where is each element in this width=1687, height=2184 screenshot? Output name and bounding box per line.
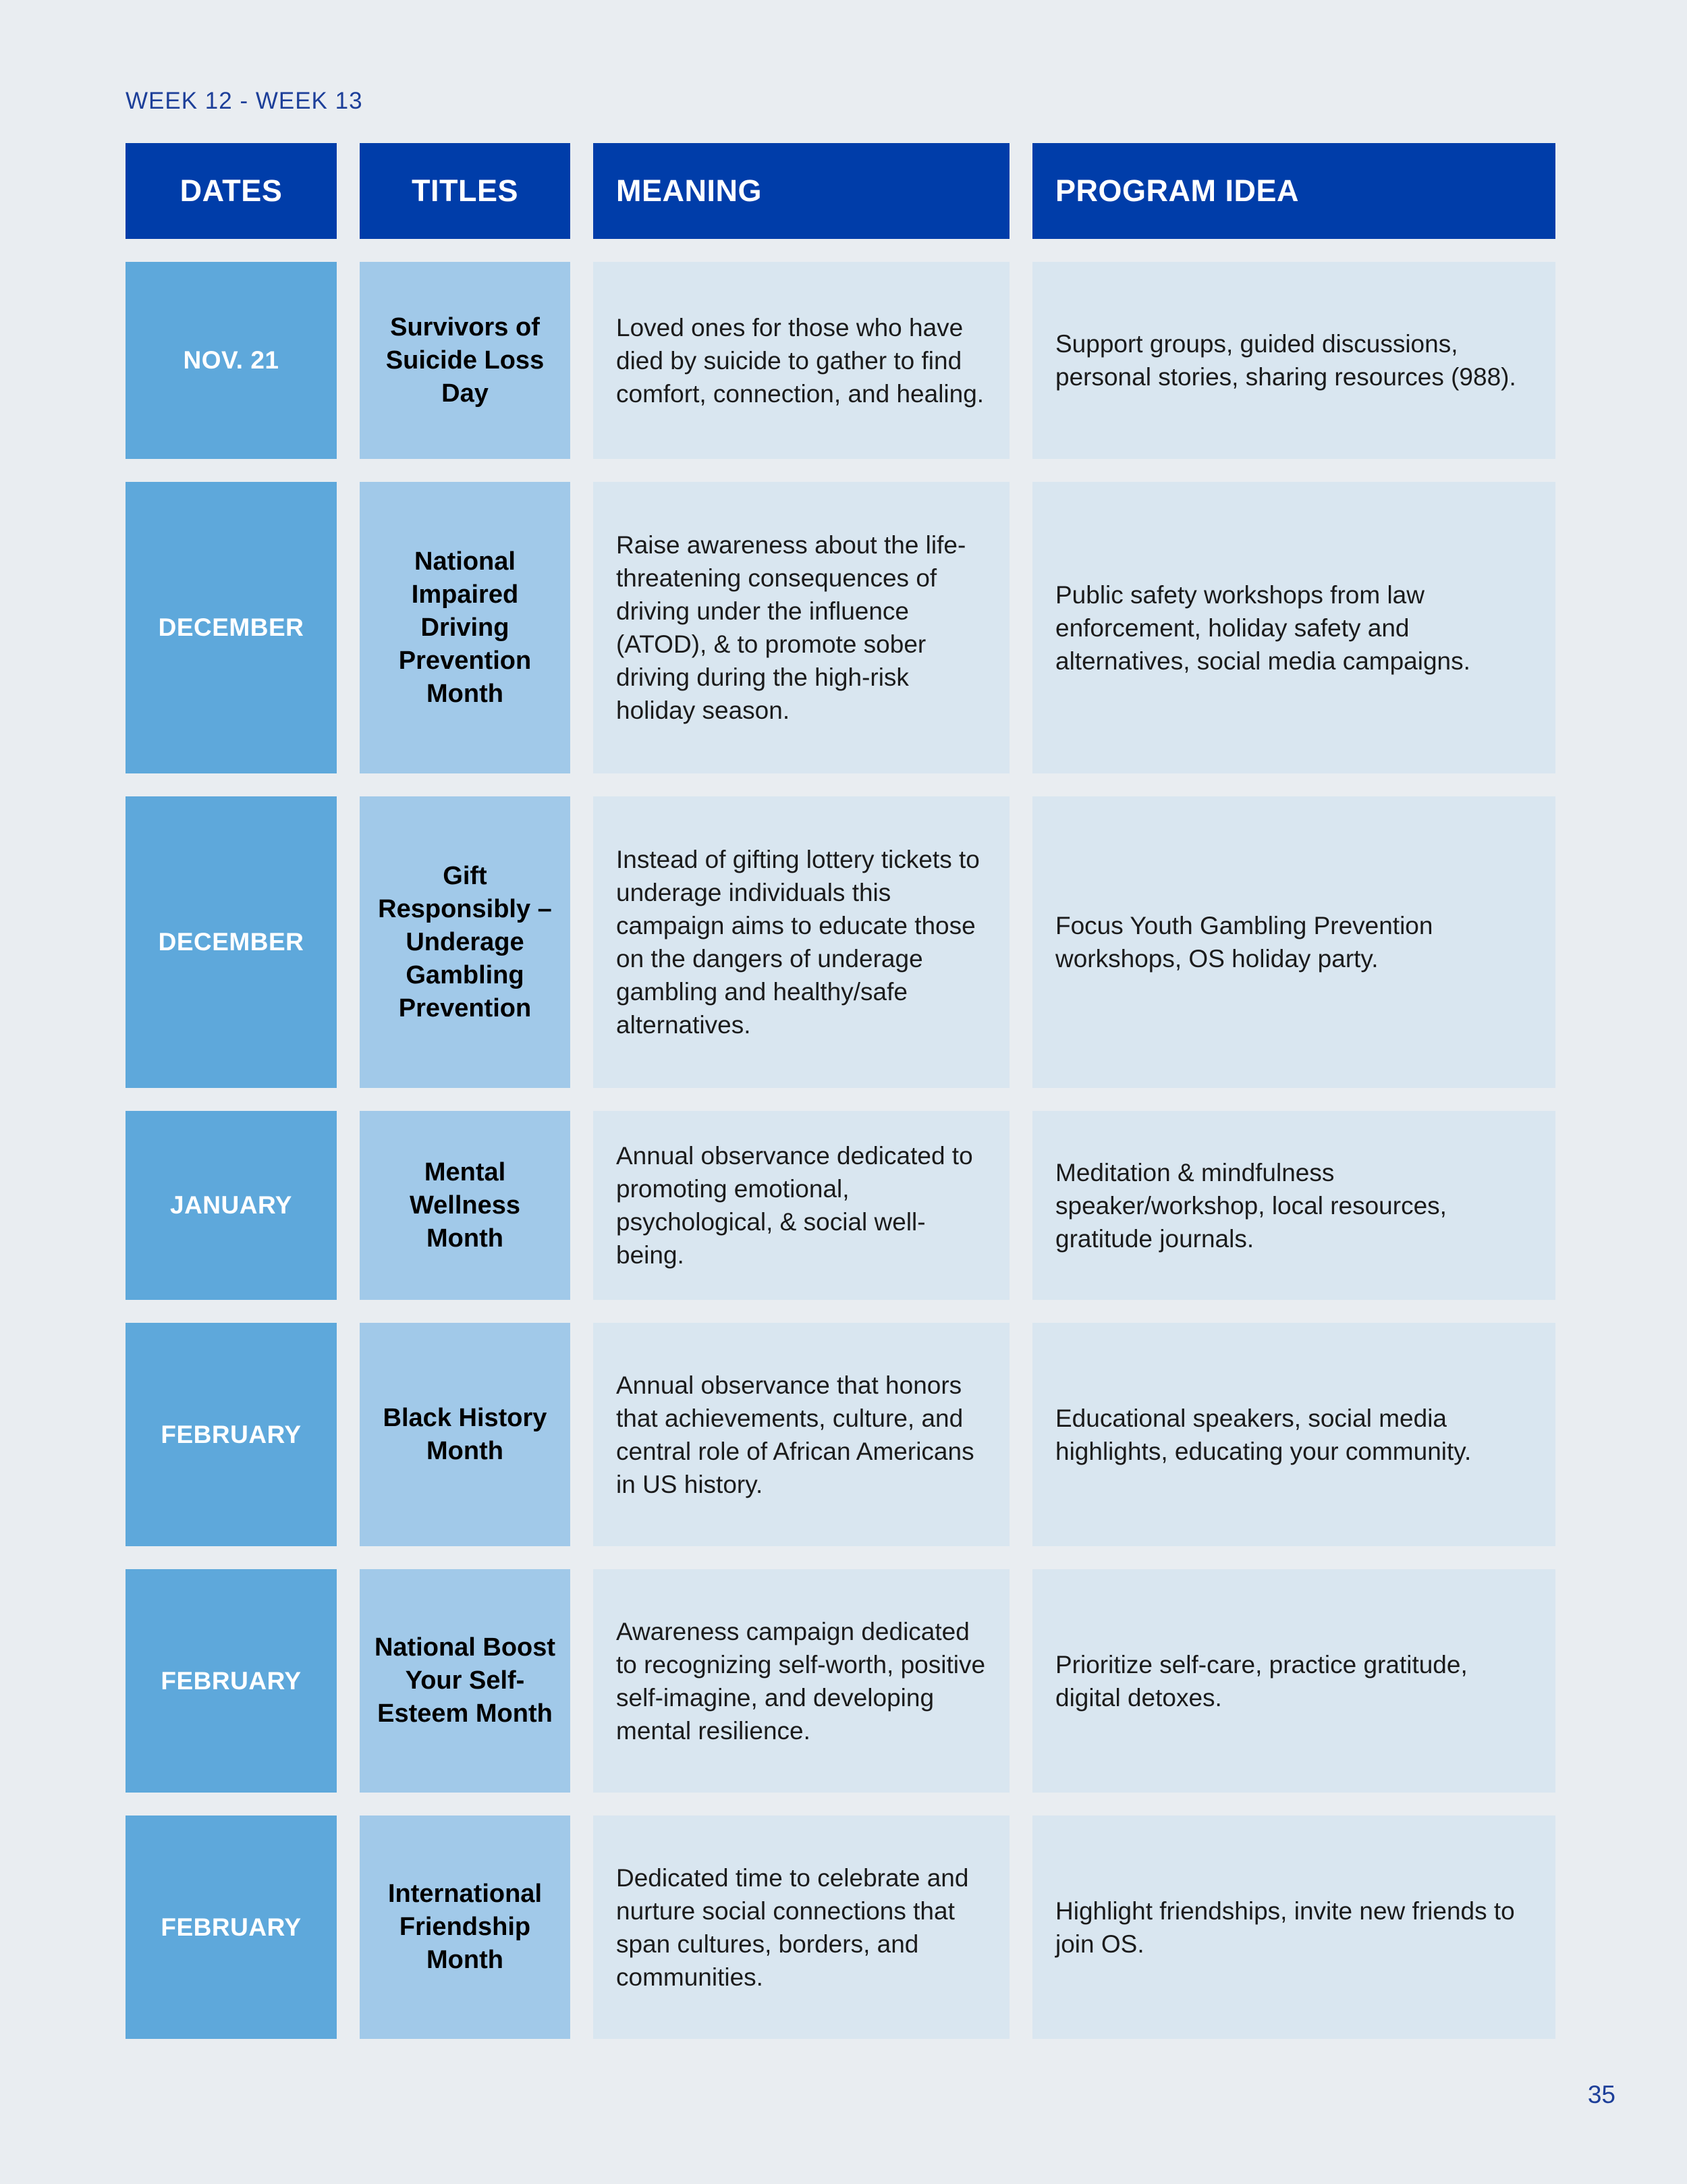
row-date: FEBRUARY [126,1323,337,1546]
row-meaning: Loved ones for those who have died by suicide to gather to find comfort, connection, and healing. [593,262,1010,459]
row-program-idea: Prioritize self-care, practice gratitude, digital detoxes. [1032,1569,1555,1793]
row-meaning: Dedicated time to celebrate and nurture social connections that span cultures, borders, and communities. [593,1816,1010,2039]
row-date: FEBRUARY [126,1816,337,2039]
row-date: FEBRUARY [126,1569,337,1793]
page-number: 35 [1587,2081,1615,2108]
row-program-idea: Focus Youth Gambling Prevention workshops, OS holiday party. [1032,796,1555,1088]
row-title: Mental Wellness Month [360,1111,570,1300]
header-titles: TITLES [360,143,570,239]
header-program-idea: PROGRAM IDEA [1032,143,1555,239]
row-meaning: Instead of gifting lottery tickets to underage individuals this campaign aims to educate those on the dangers of underage gambling and healthy/safe alternatives. [593,796,1010,1088]
observances-table [126,143,1555,2039]
row-meaning: Annual observance dedicated to promoting emotional, psychological, & social well-being. [593,1111,1010,1300]
row-date: DECEMBER [126,796,337,1088]
row-program-idea: Meditation & mindfulness speaker/workshop, local resources, gratitude journals. [1032,1111,1555,1300]
row-title: Gift Responsibly – Underage Gambling Prevention [360,796,570,1088]
row-date: JANUARY [126,1111,337,1300]
row-program-idea: Highlight friendships, invite new friends to join OS. [1032,1816,1555,2039]
week-range-label: WEEK 12 - WEEK 13 [126,88,363,114]
row-title: National Boost Your Self-Esteem Month [360,1569,570,1793]
row-program-idea: Public safety workshops from law enforcement, holiday safety and alternatives, social media campaigns. [1032,482,1555,773]
row-program-idea: Support groups, guided discussions, personal stories, sharing resources (988). [1032,262,1555,459]
row-title: International Friendship Month [360,1816,570,2039]
row-meaning: Awareness campaign dedicated to recognizing self-worth, positive self-imagine, and developing mental resilience. [593,1569,1010,1793]
row-date: DECEMBER [126,482,337,773]
header-dates: DATES [126,143,337,239]
row-date: NOV. 21 [126,262,337,459]
row-title: Survivors of Suicide Loss Day [360,262,570,459]
header-meaning: MEANING [593,143,1010,239]
row-meaning: Raise awareness about the life-threatening consequences of driving under the influence (ATOD), & to promote sober driving during the high-risk holiday season. [593,482,1010,773]
row-meaning: Annual observance that honors that achievements, culture, and central role of African Americans in US history. [593,1323,1010,1546]
row-title: Black History Month [360,1323,570,1546]
row-program-idea: Educational speakers, social media highlights, educating your community. [1032,1323,1555,1546]
row-title: National Impaired Driving Prevention Month [360,482,570,773]
